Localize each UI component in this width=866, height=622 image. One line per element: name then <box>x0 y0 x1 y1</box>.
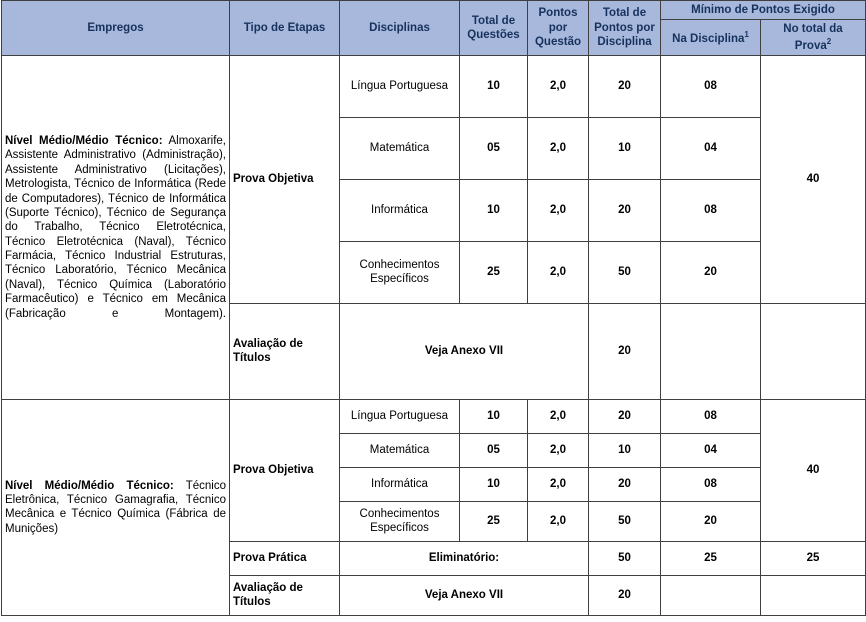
cell-disciplina: Língua Portuguesa <box>340 55 460 117</box>
cell-disciplina: Matemática <box>340 117 460 179</box>
cell-pratica-eliminatorio: Eliminatório: <box>340 541 589 575</box>
cell-titulos-pontos-2: 20 <box>589 575 661 615</box>
cell-pontos-questao: 2,0 <box>528 433 589 467</box>
cell-minimo-disciplina: 20 <box>661 501 761 541</box>
cell-blank <box>661 575 761 615</box>
cell-total-questoes: 10 <box>460 399 528 433</box>
cell-disciplina: Matemática <box>340 433 460 467</box>
cell-etapa-pratica-2: Prova Prática <box>230 541 340 575</box>
cell-minimo-disciplina: 04 <box>661 433 761 467</box>
empregos-lead-2: Nível Médio/Médio Técnico: <box>5 479 174 492</box>
cell-disciplina: Conhecimentos Específicos <box>340 501 460 541</box>
cell-pontos-questao: 2,0 <box>528 179 589 241</box>
cell-minimo-disciplina: 08 <box>661 467 761 501</box>
cell-minimo-disciplina: 08 <box>661 55 761 117</box>
cell-total-pontos: 50 <box>589 501 661 541</box>
cell-titulos-anexo-1: Veja Anexo VII <box>340 303 589 399</box>
cell-titulos-pontos-1: 20 <box>589 303 661 399</box>
cell-minimo-total-prova-1: 40 <box>761 55 866 303</box>
header-total-pontos-disciplina: Total de Pontos por Disciplina <box>589 1 661 56</box>
empregos-text-2: Técnico Eletrônica, Técnico Gamagrafia, Técnico Mecânica e Técnico Química (Fábrica de Munições) <box>5 479 226 535</box>
cell-pratica-minimo-disciplina: 25 <box>661 541 761 575</box>
table-body <box>2 55 866 615</box>
cell-etapa-titulos-1: Avaliação de Títulos <box>230 303 340 399</box>
table-header <box>2 1 866 56</box>
header-tipo-etapas: Tipo de Etapas <box>230 1 340 56</box>
cell-total-questoes: 25 <box>460 501 528 541</box>
cell-blank <box>761 303 866 399</box>
footnote-marker-1: 1 <box>744 29 749 39</box>
cell-etapa-objetiva-2: Prova Objetiva <box>230 399 340 541</box>
cell-total-pontos: 20 <box>589 467 661 501</box>
cell-titulos-anexo-2: Veja Anexo VII <box>340 575 589 615</box>
table-row <box>2 55 866 117</box>
cell-total-questoes: 25 <box>460 241 528 303</box>
header-empregos: Empregos <box>2 1 230 56</box>
cell-disciplina: Informática <box>340 467 460 501</box>
cell-etapa-titulos-2: Avaliação de Títulos <box>230 575 340 615</box>
footnote-marker-2: 2 <box>826 36 832 46</box>
cell-pontos-questao: 2,0 <box>528 117 589 179</box>
header-na-disciplina <box>661 20 761 56</box>
cell-pontos-questao: 2,0 <box>528 467 589 501</box>
cell-minimo-disciplina: 04 <box>661 117 761 179</box>
cell-total-pontos: 50 <box>589 241 661 303</box>
header-no-total-prova-label: No total da Prova <box>783 23 843 52</box>
cell-pontos-questao: 2,0 <box>528 241 589 303</box>
cell-total-questoes: 05 <box>460 433 528 467</box>
cell-minimo-total-prova-2: 40 <box>761 399 866 541</box>
cell-total-pontos: 10 <box>589 433 661 467</box>
cell-pontos-questao: 2,0 <box>528 55 589 117</box>
cell-total-questoes: 10 <box>460 179 528 241</box>
header-disciplinas: Disciplinas <box>340 1 460 56</box>
header-na-disciplina-label: Na Disciplina <box>672 32 745 45</box>
cell-total-questoes: 05 <box>460 117 528 179</box>
cell-blank <box>661 303 761 399</box>
cell-empregos-group-1 <box>2 55 230 399</box>
header-row-top <box>2 1 866 20</box>
cell-total-questoes: 10 <box>460 467 528 501</box>
cell-minimo-disciplina: 08 <box>661 399 761 433</box>
cell-empregos-group-2 <box>2 399 230 615</box>
table-row <box>2 399 866 433</box>
header-no-total-prova <box>761 20 866 56</box>
header-total-questoes: Total de Questões <box>460 1 528 56</box>
empregos-text-1: Almoxarife, Assistente Administrativo (Administração), Assistente Administrativo (Licitações), Metrologista, Técnico de Informática (Rede de Computadores), Técnico de Informática (Suporte Técnico), Técnico de Segurança do Trabalho, Técnico Eletrotécnica, Técnico Eletrotécnica (Naval), Técnico Farmácia, Técnico Industrial Estruturas, Técnico Laboratório, Técnico Mecânica (Naval), Técnico Química (Laboratório Farmacêutico) e Técnico em Mecânica (Fabricação e Montagem). <box>5 135 226 320</box>
cell-disciplina: Informática <box>340 179 460 241</box>
cell-pontos-questao: 2,0 <box>528 501 589 541</box>
cell-pratica-total-pontos: 50 <box>589 541 661 575</box>
cell-minimo-disciplina: 20 <box>661 241 761 303</box>
cell-etapa-objetiva-1: Prova Objetiva <box>230 55 340 303</box>
cell-minimo-disciplina: 08 <box>661 179 761 241</box>
cell-blank <box>761 575 866 615</box>
cell-total-pontos: 20 <box>589 179 661 241</box>
cell-total-pontos: 20 <box>589 399 661 433</box>
header-minimo-pontos: Mínimo de Pontos Exigido <box>661 1 866 20</box>
cell-disciplina: Língua Portuguesa <box>340 399 460 433</box>
cell-pontos-questao: 2,0 <box>528 399 589 433</box>
cell-pratica-minimo-prova: 25 <box>761 541 866 575</box>
header-pontos-por-questao: Pontos por Questão <box>528 1 589 56</box>
cell-total-questoes: 10 <box>460 55 528 117</box>
cell-total-pontos: 20 <box>589 55 661 117</box>
empregos-lead-1: Nível Médio/Médio Técnico: <box>5 135 163 148</box>
cell-total-pontos: 10 <box>589 117 661 179</box>
cell-disciplina: Conhecimentos Específicos <box>340 241 460 303</box>
exam-structure-table <box>1 0 866 616</box>
